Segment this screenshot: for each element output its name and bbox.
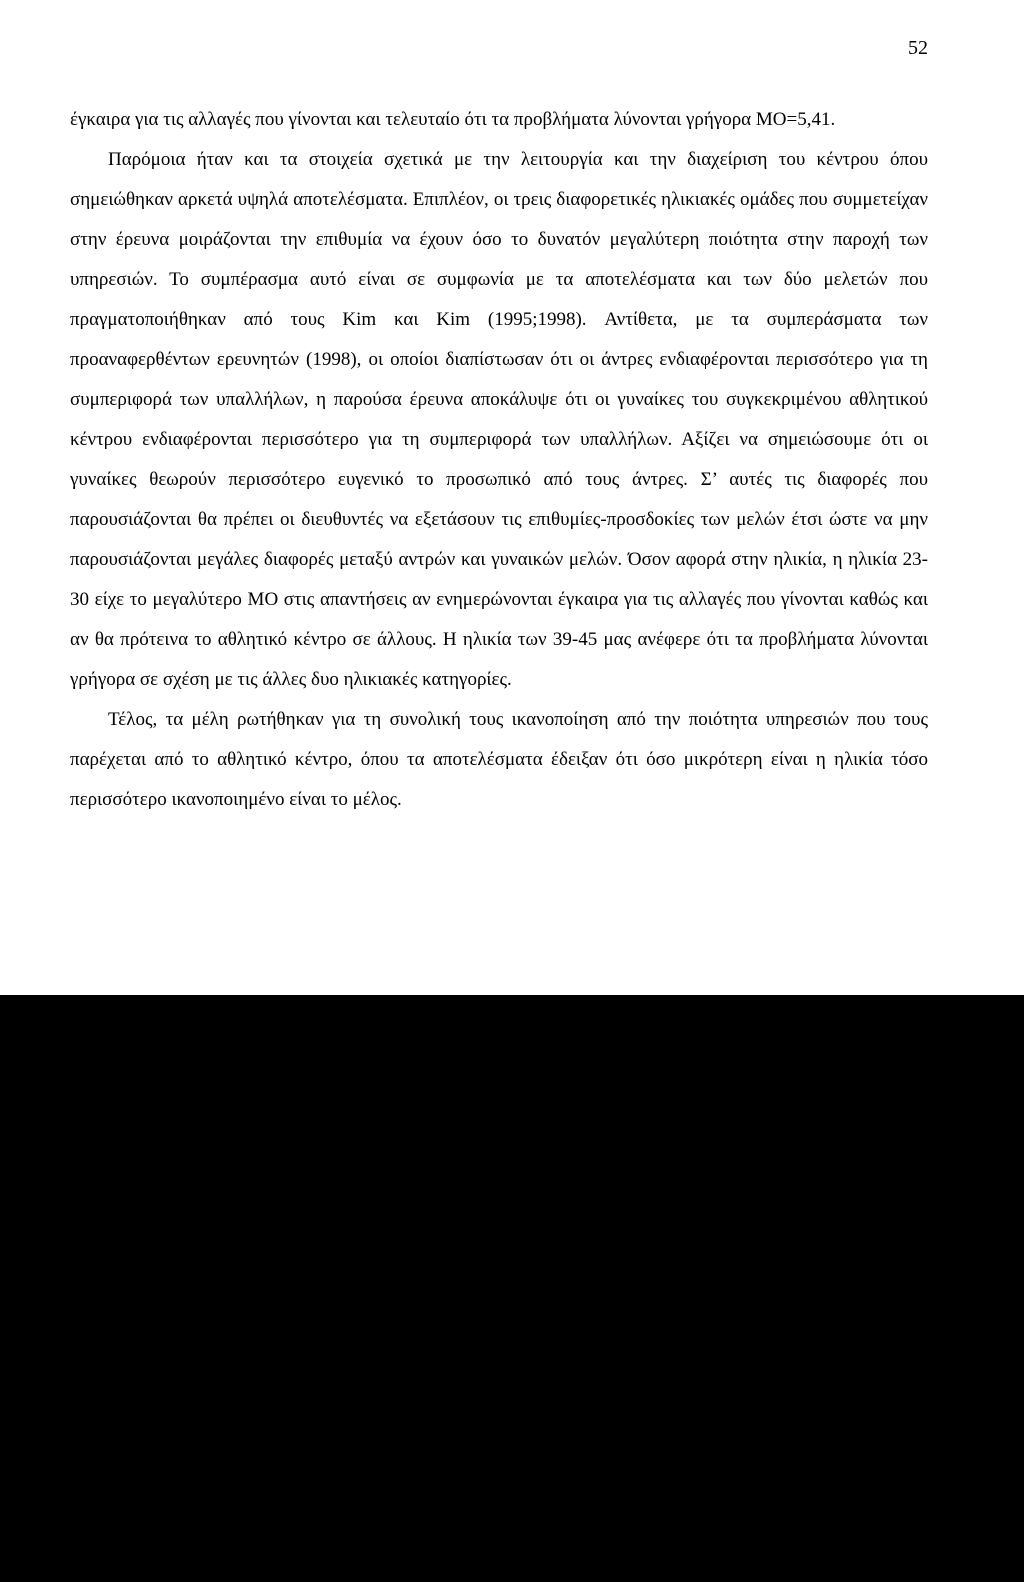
paragraph-results-discussion: Παρόμοια ήταν και τα στοιχεία σχετικά με την λειτουργία και την διαχείριση του κέντρου όπου σημειώθηκαν αρκετά υψηλά αποτελέσματα. Επιπλέον, οι τρεις διαφορετικές ηλικιακές ομάδες που συμμετείχαν στην έρευνα μοιράζονται την επιθυμία να έχουν όσο το δυνατόν μεγαλύτερη ποιότητα στην παροχή των υπηρεσιών. Το συμπέρασμα αυτό είναι σε συμφωνία με τα αποτελέσματα και των δύο μελετών που πραγματοποιήθηκαν από τους Kim και Kim (1995;1998). Αντίθετα, με τα συμπεράσματα των προαναφερθέντων ερευνητών (1998), οι οποίοι διαπίστωσαν ότι οι άντρες ενδιαφέρονται περισσότερο για τη συμπεριφορά των υπαλλήλων, η παρούσα έρευνα αποκάλυψε ότι οι γυναίκες του συγκεκριμένου αθλητικού κέντρου ενδιαφέρονται περισσότερο για τη συμπεριφορά των υπαλλήλων. Αξίζει να σημειώσουμε ότι οι γυναίκες θεωρούν περισσότερο ευγενικό το προσωπικό από τους άντρες. Σ’ αυτές τις διαφορές που παρουσιάζονται θα πρέπει οι διευθυντές να εξετάσουν τις επιθυμίες-προσδοκίες των μελών έτσι ώστε να μην παρουσιάζονται μεγάλες διαφορές μεταξύ αντρών και γυναικών μελών. Όσον αφορά στην ηλικία, η ηλικία 23-30 είχε το μεγαλύτερο ΜΟ στις απαντήσεις αν ενημερώνονται έγκαιρα για τις αλλαγές που γίνονται καθώς και αν θα πρότεινα το αθλητικό κέντρο σε άλλους. Η ηλικία των 39-45 μας ανέφερε ότι τα προβλήματα λύνονται γρήγορα σε σχέση με τις άλλες δυο ηλικιακές κατηγορίες. — [70, 149, 928, 690]
page-number: 52 — [908, 37, 928, 59]
body-text — [70, 100, 928, 820]
paragraph-continuation: έγκαιρα για τις αλλαγές που γίνονται και τελευταίο ότι τα προβλήματα λύνονται γρήγορα ΜΟ=5,41. — [70, 109, 836, 130]
paragraph-overall-satisfaction: Τέλος, τα μέλη ρωτήθηκαν για τη συνολική τους ικανοποίηση από την ποιότητα υπηρεσιών που τους παρέχεται από το αθλητικό κέντρο, όπου τα αποτελέσματα έδειξαν ότι όσο μικρότερη είναι η ηλικία τόσο περισσότερο ικανοποιημένο είναι το μέλος. — [70, 709, 928, 810]
